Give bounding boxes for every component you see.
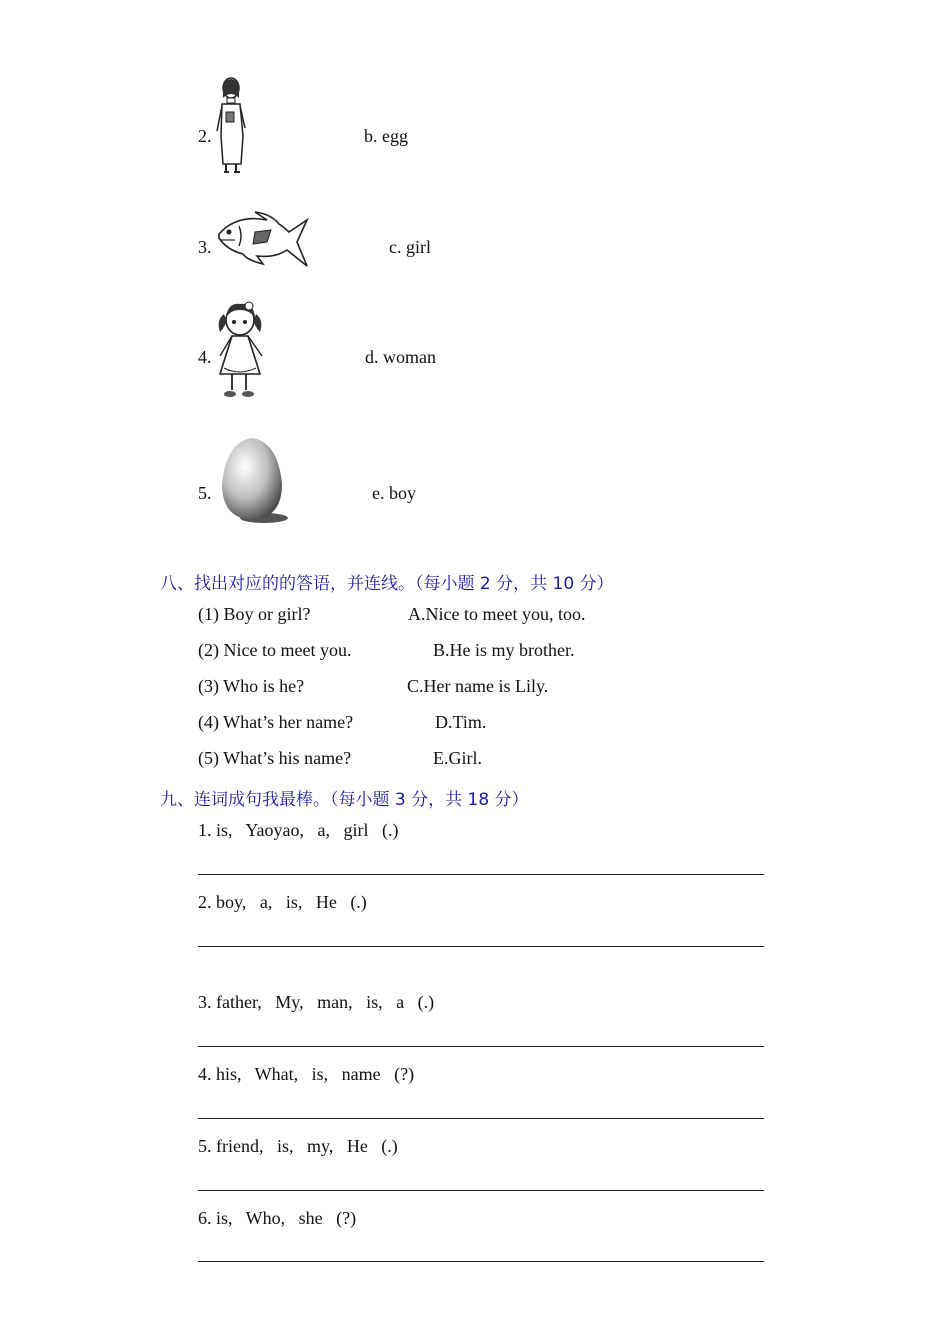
section-heading: 九、连词成句我最棒。（每小题 3 分，共 18 分） <box>160 790 529 810</box>
item-number: 3. <box>198 237 212 257</box>
answer-line[interactable] <box>198 874 764 875</box>
sentence-prompt: 2. boy, a, is, He (.) <box>198 892 367 912</box>
answer: D.Tim. <box>435 712 487 732</box>
answer-line[interactable] <box>198 946 764 947</box>
answer: B.He is my brother. <box>433 640 575 660</box>
answer-line[interactable] <box>198 1261 764 1262</box>
item-number: 4. <box>198 347 212 367</box>
sentence-prompt: 5. friend, is, my, He (.) <box>198 1136 398 1156</box>
word-option: e. boy <box>372 483 416 503</box>
word-option: d. woman <box>365 347 436 367</box>
sentence-prompt: 3. father, My, man, is, a (.) <box>198 992 435 1012</box>
question: (4) What’s her name? <box>198 712 354 732</box>
woman-picture <box>214 76 250 174</box>
egg-picture <box>216 434 292 526</box>
sentence-prompt: 6. is, Who, she (?) <box>198 1208 357 1228</box>
girl-picture <box>214 298 270 402</box>
answer-line[interactable] <box>198 1118 764 1119</box>
fish-picture <box>217 210 309 268</box>
sentence-prompt: 4. his, What, is, name (?) <box>198 1064 415 1084</box>
answer: C.Her name is Lily. <box>407 676 549 696</box>
section-heading: 八、找出对应的的答语，并连线。（每小题 2 分，共 10 分） <box>160 574 614 594</box>
word-option: b. egg <box>364 126 408 146</box>
item-number: 2. <box>198 126 212 146</box>
item-number: 5. <box>198 483 212 503</box>
answer: E.Girl. <box>433 748 482 768</box>
answer: A.Nice to meet you, too. <box>408 604 586 624</box>
answer-line[interactable] <box>198 1046 764 1047</box>
sentence-prompt: 1. is, Yaoyao, a, girl (.) <box>198 820 399 840</box>
question: (1) Boy or girl? <box>198 604 311 624</box>
question: (5) What’s his name? <box>198 748 352 768</box>
question: (2) Nice to meet you. <box>198 640 352 660</box>
word-option: c. girl <box>389 237 431 257</box>
question: (3) Who is he? <box>198 676 305 696</box>
answer-line[interactable] <box>198 1190 764 1191</box>
